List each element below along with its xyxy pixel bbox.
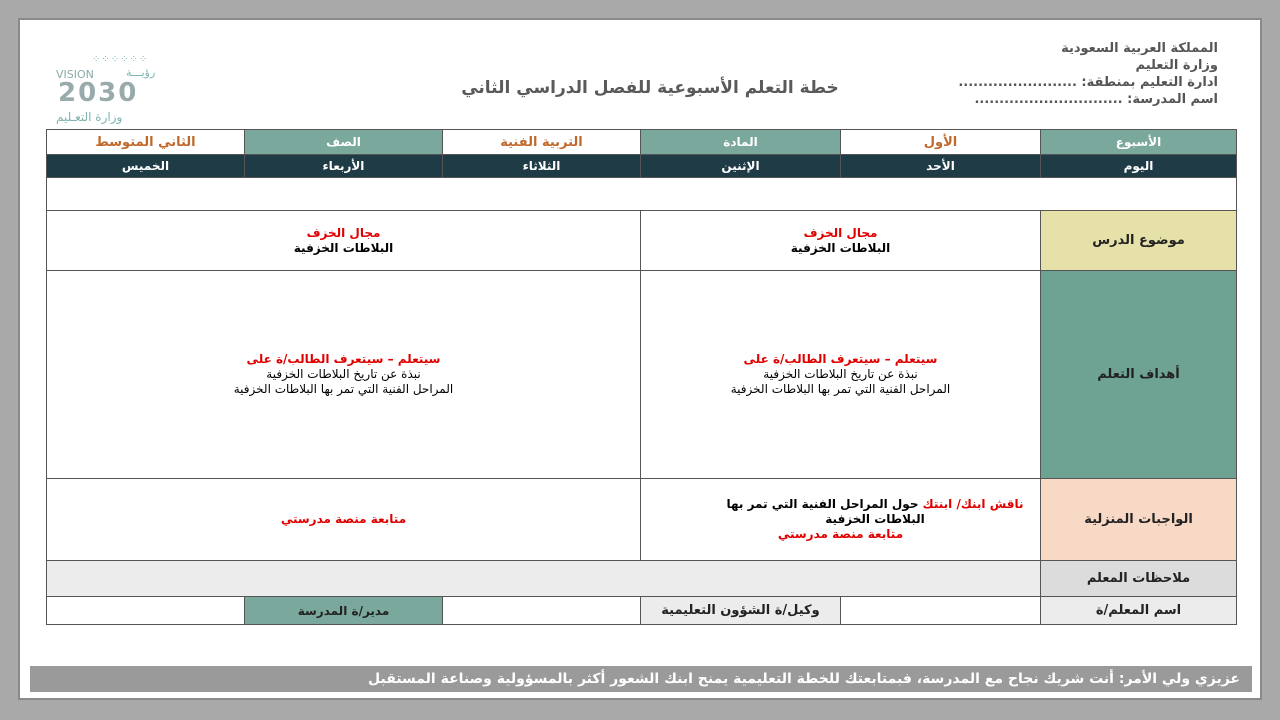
- lesson-topic-label: موضوع الدرس: [1041, 211, 1237, 271]
- teacher-name-label: اسم المعلم/ة: [1041, 597, 1237, 625]
- notes-cell[interactable]: [47, 561, 1041, 597]
- lesson-topic-cell-2: [47, 211, 641, 271]
- notes-row: [47, 561, 1237, 597]
- homework-discuss-text: حول المراحل الفنية التي تمر بها البلاطات الخزفية: [726, 497, 925, 526]
- subject-value: التربية الفنية: [443, 130, 641, 155]
- objectives-cell-2: [47, 271, 641, 479]
- logo-ministry: وزارة التعـليم: [56, 110, 123, 124]
- homework-platform: متابعة منصة مدرستي: [280, 512, 407, 526]
- days-row: [47, 155, 1237, 178]
- region-field: ادارة التعليم بمنطقة: ........................: [958, 75, 1218, 90]
- week-label: الأسبوع: [1041, 130, 1237, 155]
- homework-discuss-red: ناقش ابنك/ ابنتك: [922, 497, 1024, 511]
- deputy-label: وكيل/ة الشؤون التعليمية: [641, 597, 841, 625]
- day-sunday: الأحد: [841, 155, 1041, 178]
- homework-row: [47, 479, 1237, 561]
- class-label: الصف: [245, 130, 443, 155]
- logo-vision-ar: رؤيـــة: [126, 66, 156, 79]
- ministry-name: وزارة التعليم: [1135, 58, 1218, 73]
- principal-label: مدير/ة المدرسة: [245, 597, 443, 625]
- lesson-domain: مجال الخزف: [803, 225, 878, 240]
- lesson-topic-cell-1: [641, 211, 1041, 271]
- day-wednesday: الأربعاء: [245, 155, 443, 178]
- parent-message-footer: عزيزي ولي الأمر: أنت شريك نجاح مع المدرسة، فبمتابعتك للخطة التعليمية يمنح ابنك الشعور أكثر بالمسؤولية وصناعة المستقبل: [30, 666, 1252, 692]
- header-info: [958, 40, 1218, 108]
- homework-discussion: [710, 497, 1040, 527]
- lesson-topic-row: [47, 211, 1237, 271]
- day-thursday: الخميس: [47, 155, 245, 178]
- lesson-domain: مجال الخزف: [306, 225, 381, 240]
- vision-2030-logo: [56, 54, 186, 124]
- logo-vision-en: VISION: [56, 68, 94, 81]
- objective-line-1: نبذة عن تاريخ البلاطات الخزفية: [266, 367, 421, 381]
- day-tuesday: الثلاثاء: [443, 155, 641, 178]
- homework-platform: متابعة منصة مدرستي: [777, 527, 904, 541]
- objectives-cell-1: [641, 271, 1041, 479]
- lesson-name: البلاطات الخزفية: [790, 240, 891, 255]
- teacher-name-field[interactable]: [841, 597, 1041, 625]
- kingdom-name: المملكة العربية السعودية: [1061, 41, 1218, 56]
- school-field: اسم المدرسة: ..............................: [974, 92, 1218, 107]
- objective-line-1: نبذة عن تاريخ البلاطات الخزفية: [763, 367, 918, 381]
- objectives-intro: سيتعلم – سيتعرف الطالب/ة على: [246, 352, 441, 366]
- signatures-row: [47, 597, 1237, 625]
- day-monday: الإثنين: [641, 155, 841, 178]
- notes-label: ملاحظات المعلم: [1041, 561, 1237, 597]
- logo-year: 2030: [58, 78, 139, 108]
- subject-label: المادة: [641, 130, 841, 155]
- logo-dots: ⁘⁘⁘⁘⁘⁘: [92, 54, 149, 65]
- day-header: اليوم: [1041, 155, 1237, 178]
- class-value: الثاني المتوسط: [47, 130, 245, 155]
- weekly-plan-table: [46, 129, 1237, 625]
- homework-cell-2: [47, 479, 641, 561]
- lesson-name: البلاطات الخزفية: [293, 240, 394, 255]
- objective-line-2: المراحل الفنية التي تمر بها البلاطات الخزفية: [233, 382, 454, 396]
- objectives-intro: سيتعلم – سيتعرف الطالب/ة على: [743, 352, 938, 366]
- principal-field[interactable]: [47, 597, 245, 625]
- spacer-cell: [47, 178, 1237, 211]
- deputy-field[interactable]: [443, 597, 641, 625]
- week-value: الأول: [841, 130, 1041, 155]
- page-title: خطة التعلم الأسبوعية للفصل الدراسي الثاني: [461, 78, 839, 98]
- homework-cell-1: [641, 479, 1041, 561]
- info-row: [47, 130, 1237, 155]
- spacer-row: [47, 178, 1237, 211]
- objective-line-2: المراحل الفنية التي تمر بها البلاطات الخزفية: [730, 382, 951, 396]
- objectives-row: [47, 271, 1237, 479]
- homework-label: الواجبات المنزلية: [1041, 479, 1237, 561]
- objectives-label: أهداف التعلم: [1041, 271, 1237, 479]
